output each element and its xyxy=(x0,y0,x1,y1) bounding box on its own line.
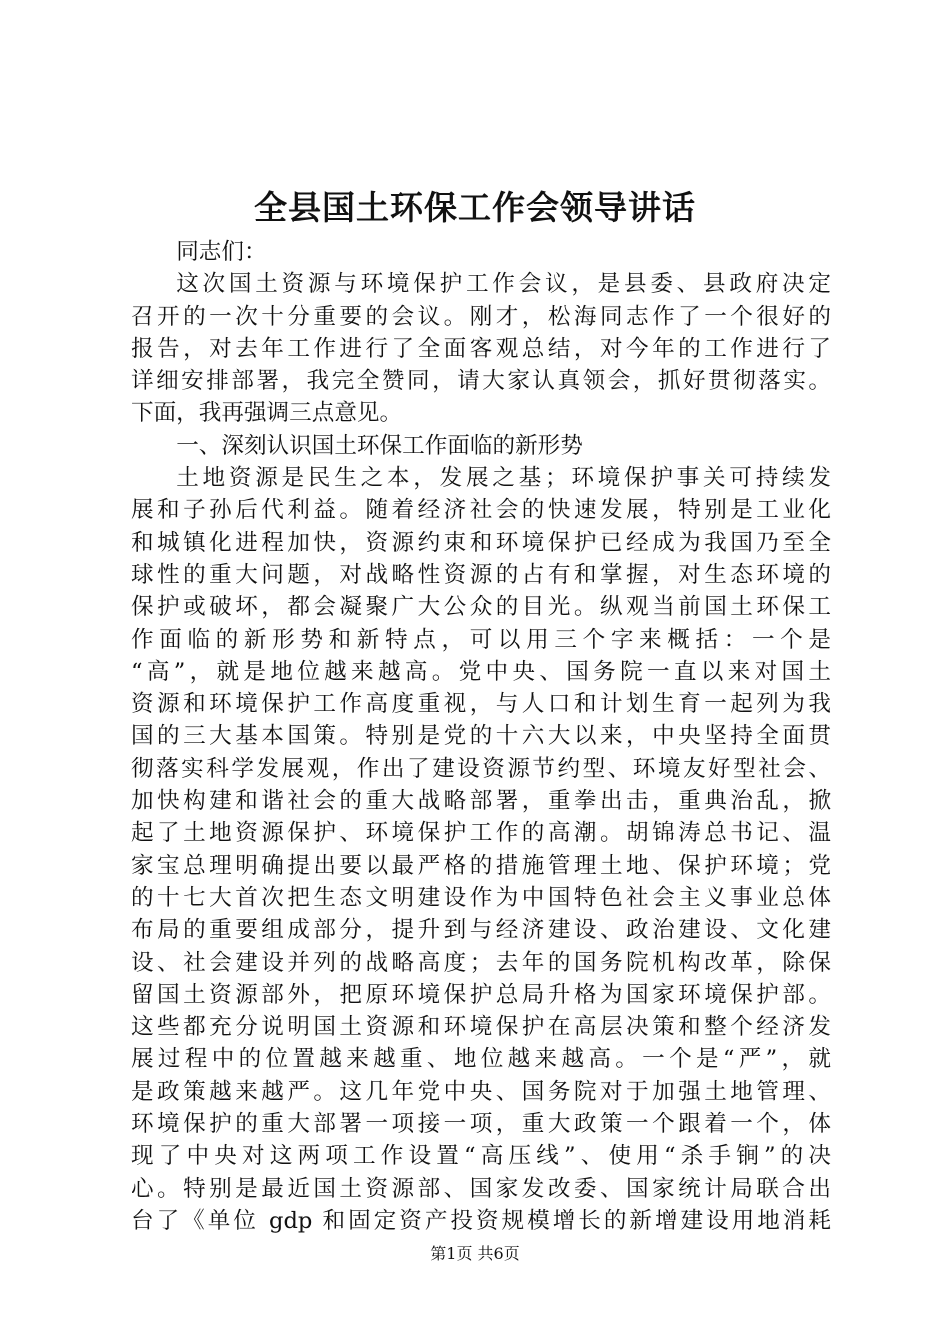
text-line: 报告，对去年工作进行了全面客观总结，对今年的工作进行了 xyxy=(131,335,831,362)
text-line: 台了《单位 gdp 和固定资产投资规模增长的新增建设用地消耗 xyxy=(131,1207,831,1234)
text-line: 和城镇化进程加快，资源约束和环境保护已经成为我国乃至全 xyxy=(131,529,831,556)
text-line: 详细安排部署，我完全赞同，请大家认真领会，抓好贯彻落实。 xyxy=(131,368,831,395)
text-line: 是政策越来越严。这几年党中央、国务院对于加强土地管理、 xyxy=(131,1078,831,1105)
text-line: 留国土资源部外，把原环境保护总局升格为国家环境保护部。 xyxy=(131,981,831,1008)
text-line: 的十七大首次把生态文明建设作为中国特色社会主义事业总体 xyxy=(131,884,831,911)
page-footer: 第1页 共6页 xyxy=(430,1244,520,1263)
text-line: 保护或破坏，都会凝聚广大公众的目光。纵观当前国土环保工 xyxy=(131,594,831,621)
text-line: 彻落实科学发展观，作出了建设资源节约型、环境友好型社会、 xyxy=(131,755,831,782)
text-line: 布局的重要组成部分，提升到与经济建设、政治建设、文化建 xyxy=(131,917,831,944)
text-line: 这些都充分说明国土资源和环境保护在高层决策和整个经济发 xyxy=(131,1014,831,1041)
text-line: 加快构建和谐社会的重大战略部署，重拳出击，重典治乱，掀 xyxy=(131,788,831,815)
text-line: 展和子孙后代利益。随着经济社会的快速发展，特别是工业化 xyxy=(131,497,831,524)
text-line: 环境保护的重大部署一项接一项，重大政策一个跟着一个，体 xyxy=(131,1111,831,1138)
text-line: 这次国土资源与环境保护工作会议，是县委、县政府决定 xyxy=(176,271,831,298)
text-line: “高”，就是地位越来越高。党中央、国务院一直以来对国土 xyxy=(131,658,831,685)
text-line: 设、社会建设并列的战略高度；去年的国务院机构改革，除保 xyxy=(131,949,831,976)
text-line: 心。特别是最近国土资源部、国家发改委、国家统计局联合出 xyxy=(131,1175,831,1202)
text-line: 同志们： xyxy=(176,239,267,265)
text-line: 土地资源是民生之本，发展之基；环境保护事关可持续发 xyxy=(176,465,831,492)
document-body xyxy=(131,236,831,1237)
document-title: 全县国土环保工作会领导讲话 xyxy=(254,188,696,227)
text-line: 家宝总理明确提出要以最严格的措施管理土地、保护环境；党 xyxy=(131,852,831,879)
text-line: 下面，我再强调三点意见。 xyxy=(131,400,403,427)
text-line: 作面临的新形势和新特点，可以用三个字来概括：一个是 xyxy=(131,626,831,653)
text-line: 资源和环境保护工作高度重视，与人口和计划生育一起列为我 xyxy=(131,691,831,718)
text-line: 召开的一次十分重要的会议。刚才，松海同志作了一个很好的 xyxy=(131,303,831,330)
text-line: 球性的重大问题，对战略性资源的占有和掌握，对生态环境的 xyxy=(131,561,831,588)
text-line: 一、深刻认识国土环保工作面临的新形势 xyxy=(176,432,583,459)
text-line: 现了中央对这两项工作设置“高压线”、使用“杀手锏”的决 xyxy=(131,1143,831,1170)
text-line: 国的三大基本国策。特别是党的十六大以来，中央坚持全面贯 xyxy=(131,723,831,750)
text-line: 起了土地资源保护、环境保护工作的高潮。胡锦涛总书记、温 xyxy=(131,820,831,847)
text-line: 展过程中的位置越来越重、地位越来越高。一个是“严”，就 xyxy=(131,1046,831,1073)
